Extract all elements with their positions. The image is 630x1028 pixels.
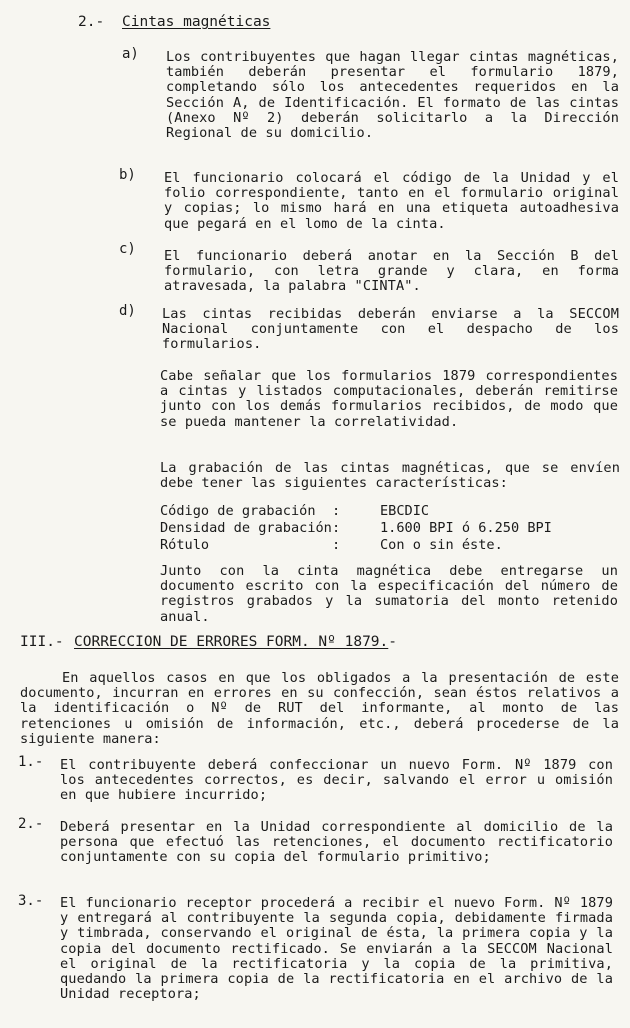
spec-separator: : [332, 503, 341, 519]
section-3-heading [20, 634, 397, 650]
section-3-title-suffix: - [388, 634, 398, 650]
step-label: 1.- [18, 754, 44, 770]
note-paragraph-1: Cabe señalar que los formularios 1879 correspondientes a cintas y listados computacionales, deberán remitirse junto con los demás formularios recibidos, de modo que se pueda mantener la correlatividad. [160, 368, 618, 430]
section-2-heading [78, 14, 270, 30]
item-text: El funcionario colocará el código de la Unidad y el folio correspondiente, tanto en el formulario original y copias; lo mismo hará en una etiqueta autoadhesiva que pegará en el lomo de la cinta. [164, 170, 619, 232]
spec-row [160, 520, 552, 537]
spec-key: Código de grabación [160, 503, 316, 519]
spec-value: 1.600 BPI ó 6.250 BPI [380, 520, 552, 536]
note-paragraph-2: La grabación de las cintas magnéticas, que se envíen debe tener las siguientes características: [160, 460, 620, 492]
step-label: 3.- [18, 893, 44, 909]
section-3-intro: En aquellos casos en que los obligados a la presentación de este documento, incurran en errores en su confección, sean éstos relativos a la identificación o Nº de RUT del informante, al monto de las retenciones u omisión de información, etc., deberá procederse de la siguiente manera: [20, 670, 619, 747]
section-2-number: 2.- [78, 14, 105, 30]
item-label: c) [119, 241, 136, 257]
item-text: El funcionario deberá anotar en la Sección B del formulario, con letra grande y clara, en forma atravesada, la palabra "CINTA". [164, 248, 619, 295]
spec-key: Densidad de grabación [160, 520, 332, 536]
section-3-number: III.- [20, 634, 64, 650]
step-text: El funcionario receptor procederá a recibir el nuevo Form. Nº 1879 y entregará al contribuyente la segunda copia, debidamente firmada y timbrada, conservando el original de ésta, la primera copia y la copia del documento rectificado. Se enviarán a la SECCOM Nacional el original de la rectificatoria y la copia de la primitiva, quedando la primera copia de la rectificatoria en el archivo de la Unidad receptora; [60, 895, 613, 1003]
spec-value: Con o sin éste. [380, 537, 503, 553]
item-label: d) [119, 303, 136, 319]
item-text: Los contribuyentes que hagan llegar cintas magnéticas, también deberán presentar el formulario 1879, completando sólo los antecedentes requeridos en la Sección A, de Identificación. El formato de las cintas (Anexo Nº 2) deberán solicitarlo a la Dirección Regional de su domicilio. [166, 49, 619, 142]
recording-specs [160, 503, 552, 554]
item-text: Las cintas recibidas deberán enviarse a la SECCOM Nacional conjuntamente con el despacho de los formularios. [162, 306, 619, 353]
spec-row [160, 503, 552, 520]
step-label: 2.- [18, 816, 44, 832]
section-2-title: Cintas magnéticas [122, 14, 271, 30]
spec-row [160, 537, 552, 554]
section-3-title: CORRECCION DE ERRORES FORM. Nº 1879. [74, 634, 389, 650]
spec-value: EBCDIC [380, 503, 430, 519]
step-text: El contribuyente deberá confeccionar un nuevo Form. Nº 1879 con los antecedentes correctos, es decir, salvando el error u omisión en que hubiere incurrido; [60, 757, 613, 804]
note-paragraph-3: Junto con la cinta magnética debe entregarse un documento escrito con la especificación del número de registros grabados y la sumatoria del monto retenido anual. [160, 563, 618, 625]
item-label: b) [119, 167, 136, 183]
spec-separator: : [332, 520, 341, 536]
spec-separator: : [332, 537, 341, 553]
step-text: Deberá presentar en la Unidad correspondiente al domicilio de la persona que efectuó las retenciones, el documento rectificatorio conjuntamente con su copia del formulario primitivo; [60, 819, 613, 866]
spec-key: Rótulo [160, 537, 210, 553]
item-label: a) [122, 46, 139, 62]
